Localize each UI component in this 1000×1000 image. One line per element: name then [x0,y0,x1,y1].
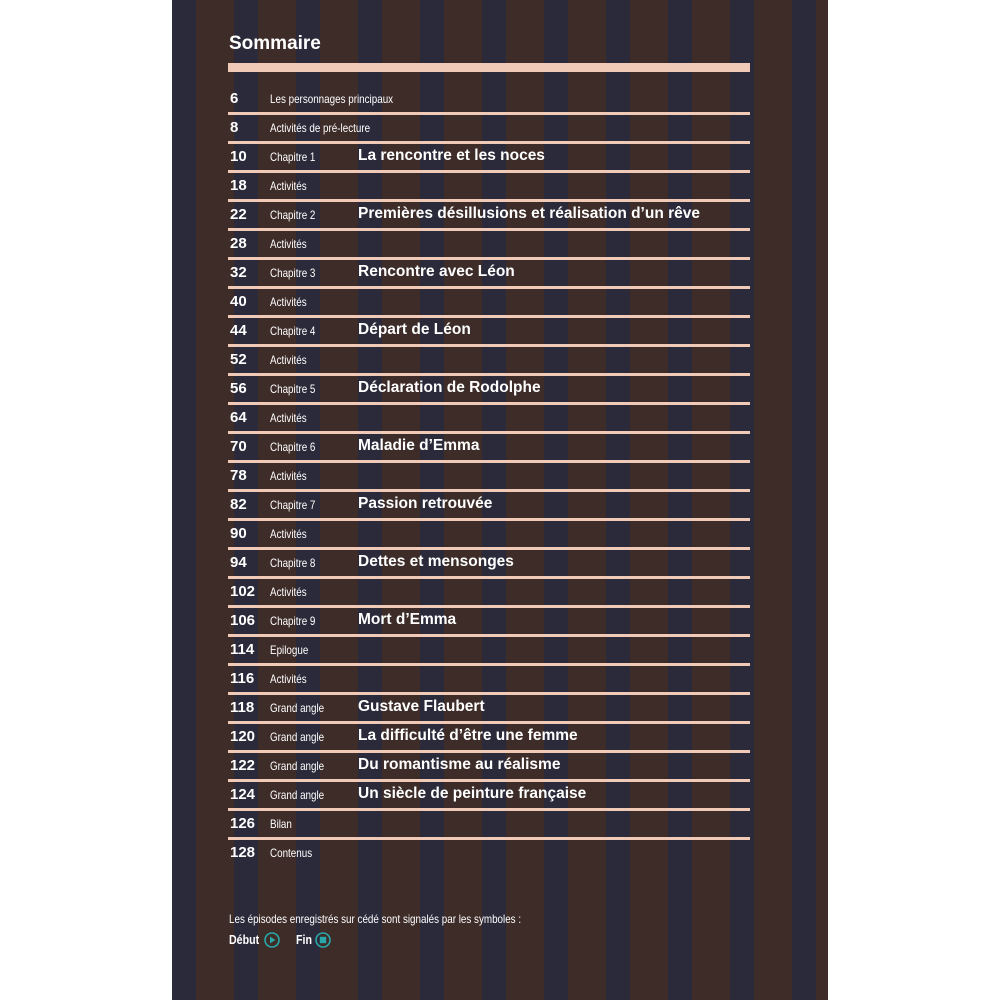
toc-row [228,173,750,202]
start-label: Début [229,933,260,947]
toc-page-number: 118 [230,699,255,716]
toc-page-number: 90 [230,525,247,542]
toc-row [228,840,750,869]
toc-row [228,579,750,608]
toc-row [228,608,750,637]
audio-legend [229,930,331,950]
toc-page-number: 114 [230,641,255,658]
toc-entry-title: Du romantisme au réalisme [358,756,561,773]
toc-section-label: Chapitre 4 [270,324,316,338]
toc-page-number: 116 [230,670,255,687]
toc-row [228,666,750,695]
toc-page-number: 56 [230,380,247,397]
footer-note: Les épisodes enregistrés sur cédé sont signalés par les symboles : [229,912,522,926]
toc-page-number: 8 [230,119,239,136]
toc-row [228,637,750,666]
toc-page-number: 82 [230,496,247,513]
title-rule [228,63,750,72]
toc-section-label: Grand angle [270,788,325,802]
toc-page-number: 78 [230,467,247,484]
toc-entry-title: La rencontre et les noces [358,147,545,164]
toc-page-number: 28 [230,235,247,252]
toc-row [228,347,750,376]
toc-row [228,492,750,521]
toc-page-number: 126 [230,815,256,832]
toc-entry-title: Gustave Flaubert [358,698,485,715]
toc-section-label: Activités [270,237,307,251]
toc-row [228,550,750,579]
toc-entry-title: Passion retrouvée [358,495,493,512]
play-circle-icon [264,932,280,948]
toc-entry-title: Dettes et mensonges [358,553,514,570]
toc-section-label: Activités [270,469,307,483]
toc-section-label: Chapitre 5 [270,382,316,396]
toc-row [228,318,750,347]
toc-page-number: 122 [230,757,256,774]
toc-page-number: 18 [230,177,247,194]
stop-circle-icon [315,932,331,948]
toc-section-label: Bilan [270,817,292,831]
toc-section-label: Chapitre 3 [270,266,316,280]
toc-row [228,144,750,173]
toc-section-label: Activités [270,179,307,193]
toc-row [228,521,750,550]
toc-page-number: 128 [230,844,256,861]
toc-page-number: 6 [230,90,239,107]
toc-section-label: Grand angle [270,759,325,773]
toc-entry-title: Premières désillusions et réalisation d’un rêve [358,205,700,222]
toc-row [228,463,750,492]
toc-row [228,231,750,260]
toc-section-label: Chapitre 2 [270,208,316,222]
toc-row [228,753,750,782]
toc-page-number: 10 [230,148,247,165]
toc-section-label: Activités [270,353,307,367]
toc-page-number: 70 [230,438,247,455]
toc-page-number: 94 [230,554,247,571]
toc-page-number: 102 [230,583,256,600]
toc-section-label: Chapitre 1 [270,150,316,164]
toc-list [228,86,750,869]
toc-section-label: Chapitre 6 [270,440,316,454]
toc-section-label: Chapitre 9 [270,614,316,628]
toc-row [228,724,750,753]
toc-page-number: 40 [230,293,247,310]
page-title: Sommaire [229,33,321,54]
toc-section-label: Chapitre 8 [270,556,316,570]
toc-section-label: Chapitre 7 [270,498,316,512]
toc-page-number: 106 [230,612,256,629]
toc-section-label: Activités [270,585,307,599]
toc-page-number: 124 [230,786,256,803]
toc-row [228,376,750,405]
toc-section-label: Activités de pré-lecture [270,121,371,135]
toc-entry-title: Départ de Léon [358,321,471,338]
end-label: Fin [296,933,313,947]
toc-section-label: Activités [270,411,307,425]
toc-row [228,202,750,231]
toc-page-number: 44 [230,322,247,339]
toc-section-label: Les personnages principaux [270,92,394,106]
toc-row [228,811,750,840]
toc-row [228,434,750,463]
toc-entry-title: La difficulté d’être une femme [358,727,578,744]
toc-row [228,782,750,811]
toc-page-number: 32 [230,264,247,281]
toc-row [228,260,750,289]
toc-entry-title: Mort d’Emma [358,611,457,628]
toc-page-number: 64 [230,409,247,426]
toc-row [228,289,750,318]
toc-section-label: Grand angle [270,730,325,744]
toc-page-number: 120 [230,728,256,745]
toc-entry-title: Maladie d’Emma [358,437,480,454]
toc-row [228,405,750,434]
toc-entry-title: Rencontre avec Léon [358,263,515,280]
table-of-contents-page [172,0,828,1000]
toc-section-label: Activités [270,527,307,541]
toc-row [228,86,750,115]
toc-section-label: Epilogue [270,643,309,657]
toc-section-label: Activités [270,672,307,686]
toc-section-label: Contenus [270,846,313,860]
toc-entry-title: Un siècle de peinture française [358,785,587,802]
toc-section-label: Activités [270,295,307,309]
toc-page-number: 52 [230,351,247,368]
toc-row [228,695,750,724]
toc-section-label: Grand angle [270,701,325,715]
toc-page-number: 22 [230,206,247,223]
toc-entry-title: Déclaration de Rodolphe [358,379,541,396]
toc-row [228,115,750,144]
